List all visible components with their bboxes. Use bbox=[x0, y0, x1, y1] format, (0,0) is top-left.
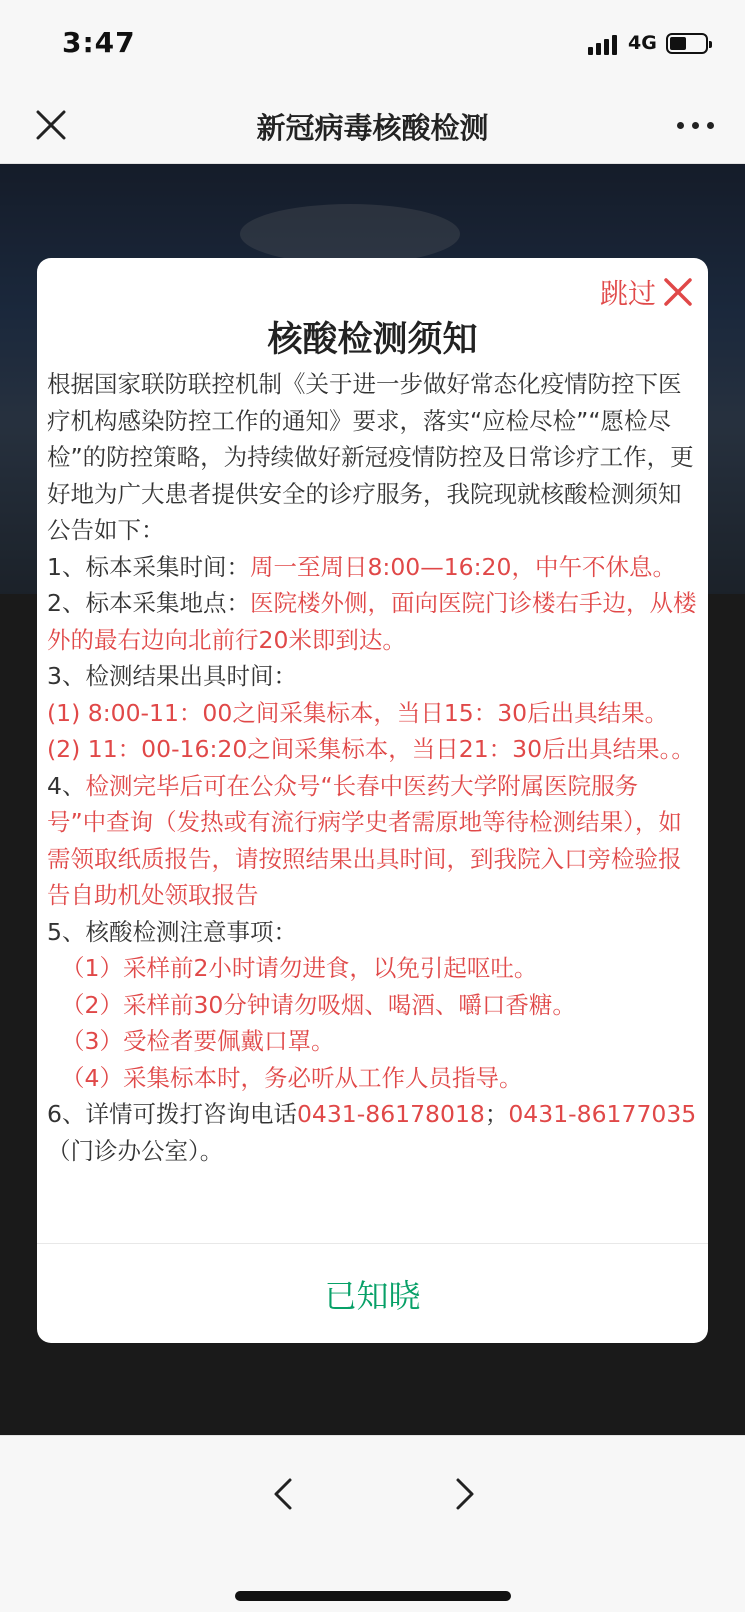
battery-icon bbox=[666, 33, 708, 54]
nav-bar bbox=[0, 88, 745, 164]
notice-item-4 bbox=[47, 768, 697, 914]
acknowledge-button[interactable]: 已知晓 bbox=[324, 1276, 421, 1315]
notice-item-3: 3、检测结果出具时间： bbox=[47, 662, 297, 690]
chevron-right-icon[interactable] bbox=[450, 1474, 480, 1514]
status-time: 3:47 bbox=[62, 26, 136, 59]
item-value: 医院楼外侧，面向医院门诊楼右手边，从楼外的最右边向北前行20米即到达。 bbox=[47, 589, 697, 654]
notice-item-2 bbox=[47, 585, 697, 658]
notice-item-5-line: （1）采样前2小时请勿进食，以免引起呕吐。 bbox=[61, 954, 538, 982]
notice-intro: 根据国家联防联控机制《关于进一步做好常态化疫情防控下医疗机构感染防控工作的通知》要求，落实“应检尽检”“愿检尽检”的防控策略，为持续做好新冠疫情防控及日常诊疗工作，更好地为广大患者提供安全的诊疗服务，我院现就核酸检测须知公告如下： bbox=[47, 370, 694, 544]
notice-item-5: 5、核酸检测注意事项： bbox=[47, 917, 297, 946]
status-bar bbox=[0, 0, 745, 88]
item-label: 1、标本采集时间： bbox=[47, 552, 250, 581]
phone-suffix: （门诊办公室）。 bbox=[47, 1136, 224, 1165]
phone-separator: ； bbox=[484, 1100, 509, 1128]
bottom-toolbar bbox=[0, 1435, 745, 1612]
network-type: 4G bbox=[628, 32, 657, 54]
item-label: 4、 bbox=[47, 771, 86, 800]
modal-title: 核酸检测须知 bbox=[267, 320, 478, 360]
more-icon[interactable] bbox=[677, 122, 715, 132]
close-icon[interactable] bbox=[662, 276, 694, 308]
notice-modal bbox=[37, 258, 708, 1343]
phone-link-2[interactable]: 0431-86177035 bbox=[508, 1100, 697, 1128]
chevron-left-icon[interactable] bbox=[268, 1474, 298, 1514]
phone-link-1[interactable]: 0431-86178018 bbox=[296, 1100, 485, 1128]
skip-label: 跳过 bbox=[599, 277, 656, 310]
notice-body bbox=[47, 366, 697, 1169]
signal-icon bbox=[588, 33, 620, 55]
notice-item-3-line: (2) 11：00-16:20之间采集标本，当日21：30后出具结果。。 bbox=[47, 735, 695, 763]
item-label: 2、标本采集地点： bbox=[47, 589, 250, 617]
item-value: 周一至周日8:00—16:20，中午不休息。 bbox=[249, 552, 676, 581]
home-indicator[interactable] bbox=[235, 1591, 511, 1601]
item-label: 6、详情可拨打咨询电话 bbox=[47, 1100, 297, 1128]
item-value: 检测完毕后可在公众号“长春中医药大学附属医院服务号”中查询（发热或有流行病学史者需原地等待检测结果），如需领取纸质报告，请按照结果出具时间，到我院入口旁检验报告自助机处领取报告 bbox=[47, 771, 682, 909]
skip-button[interactable] bbox=[600, 274, 694, 310]
notice-item-5-line: （2）采样前30分钟请勿吸烟、喝酒、嚼口香糖。 bbox=[61, 990, 576, 1019]
notice-item-1 bbox=[47, 549, 697, 586]
page-title: 新冠病毒核酸检测 bbox=[256, 111, 489, 145]
notice-item-5-line: （3）受检者要佩戴口罩。 bbox=[61, 1027, 335, 1055]
notice-item-5-line: （4）采集标本时，务必听从工作人员指导。 bbox=[61, 1063, 523, 1092]
notice-item-3-line: (1) 8:00-11：00之间采集标本，当日15：30后出具结果。 bbox=[47, 698, 669, 727]
notice-item-6 bbox=[47, 1096, 697, 1169]
